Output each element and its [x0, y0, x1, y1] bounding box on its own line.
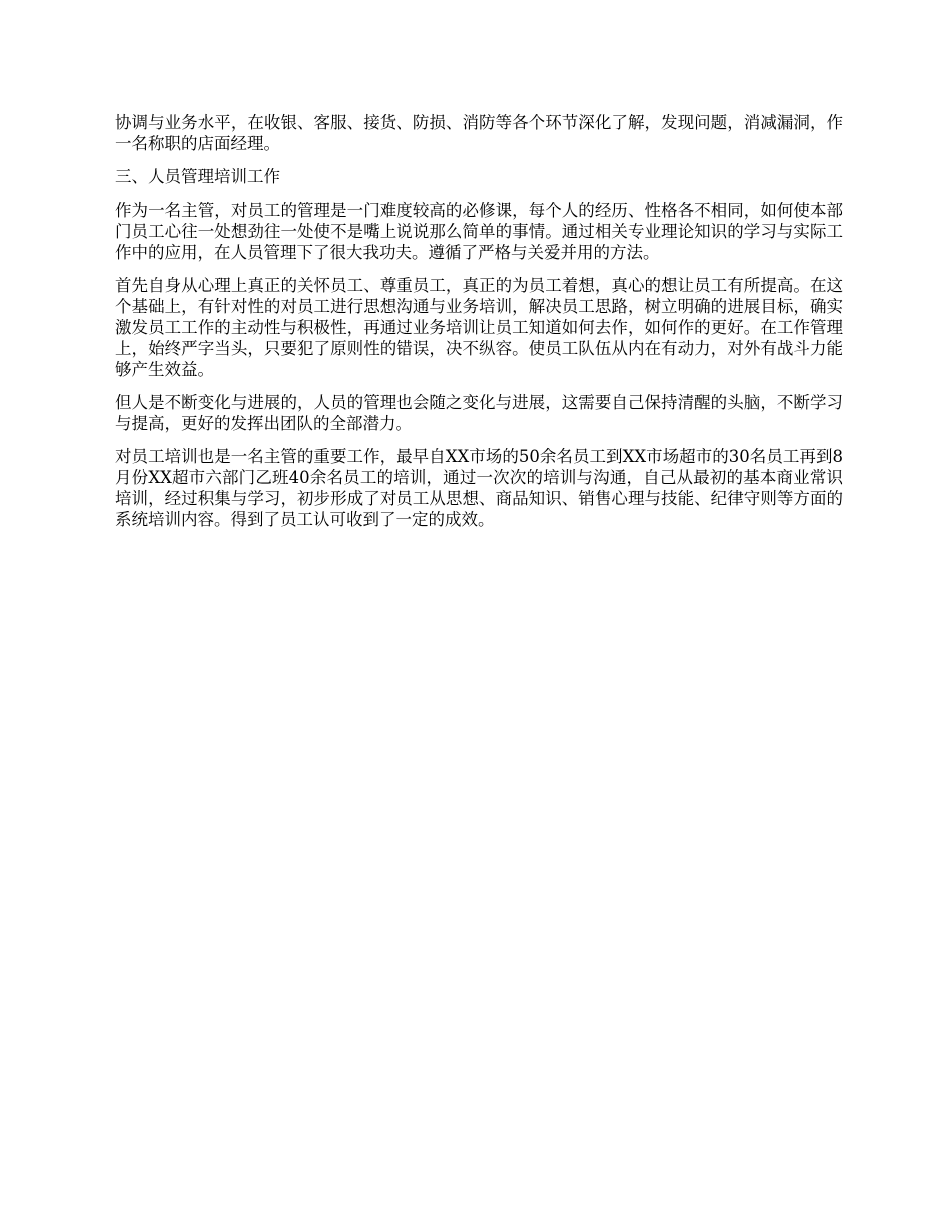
- paragraph-management-method: 首先自身从心理上真正的关怀员工、尊重员工，真正的为员工着想，真心的想让员工有所提高。在这个基础上，有针对性的对员工进行思想沟通与业务培训，解决员工思路，树立明确的进展目标，确实激发员工工作的主动性与积极性，再通过业务培训让员工知道如何去作，如何作的更好。在工作管理上，始终严字当头，只要犯了原则性的错误，决不纵容。使员工队伍从内在有动力，对外有战斗力能够产生效益。: [115, 276, 843, 379]
- paragraph-management-change: 但人是不断变化与进展的，人员的管理也会随之变化与进展，这需要自己保持清醒的头脑，不断学习与提高，更好的发挥出团队的全部潜力。: [115, 393, 843, 433]
- paragraph-continuation: 协调与业务水平，在收银、客服、接货、防损、消防等各个环节深化了解，发现问题，消减漏洞，作一名称职的店面经理。: [115, 113, 843, 153]
- document-body: [115, 112, 843, 542]
- section-heading: 三、人员管理培训工作: [115, 167, 280, 186]
- paragraph-training: 对员工培训也是一名主管的重要工作，最早自XX市场的50余名员工到XX市场超市的30名员工再到8月份XX超市六部门乙班40余名员工的培训，通过一次次的培训与沟通，自己从最初的基本商业常识培训，经过积集与学习，初步形成了对员工从思想、商品知识、销售心理与技能、纪律守则等方面的系统培训内容。得到了员工认可收到了一定的成效。: [115, 447, 843, 529]
- paragraph-management-intro: 作为一名主管，对员工的管理是一门难度较高的必修课，每个人的经历、性格各不相同，如何使本部门员工心往一处想劲往一处使不是嘴上说说那么简单的事情。通过相关专业理论知识的学习与实际工作中的应用，在人员管理下了很大我功夫。遵循了严格与关爱并用的方法。: [115, 201, 843, 262]
